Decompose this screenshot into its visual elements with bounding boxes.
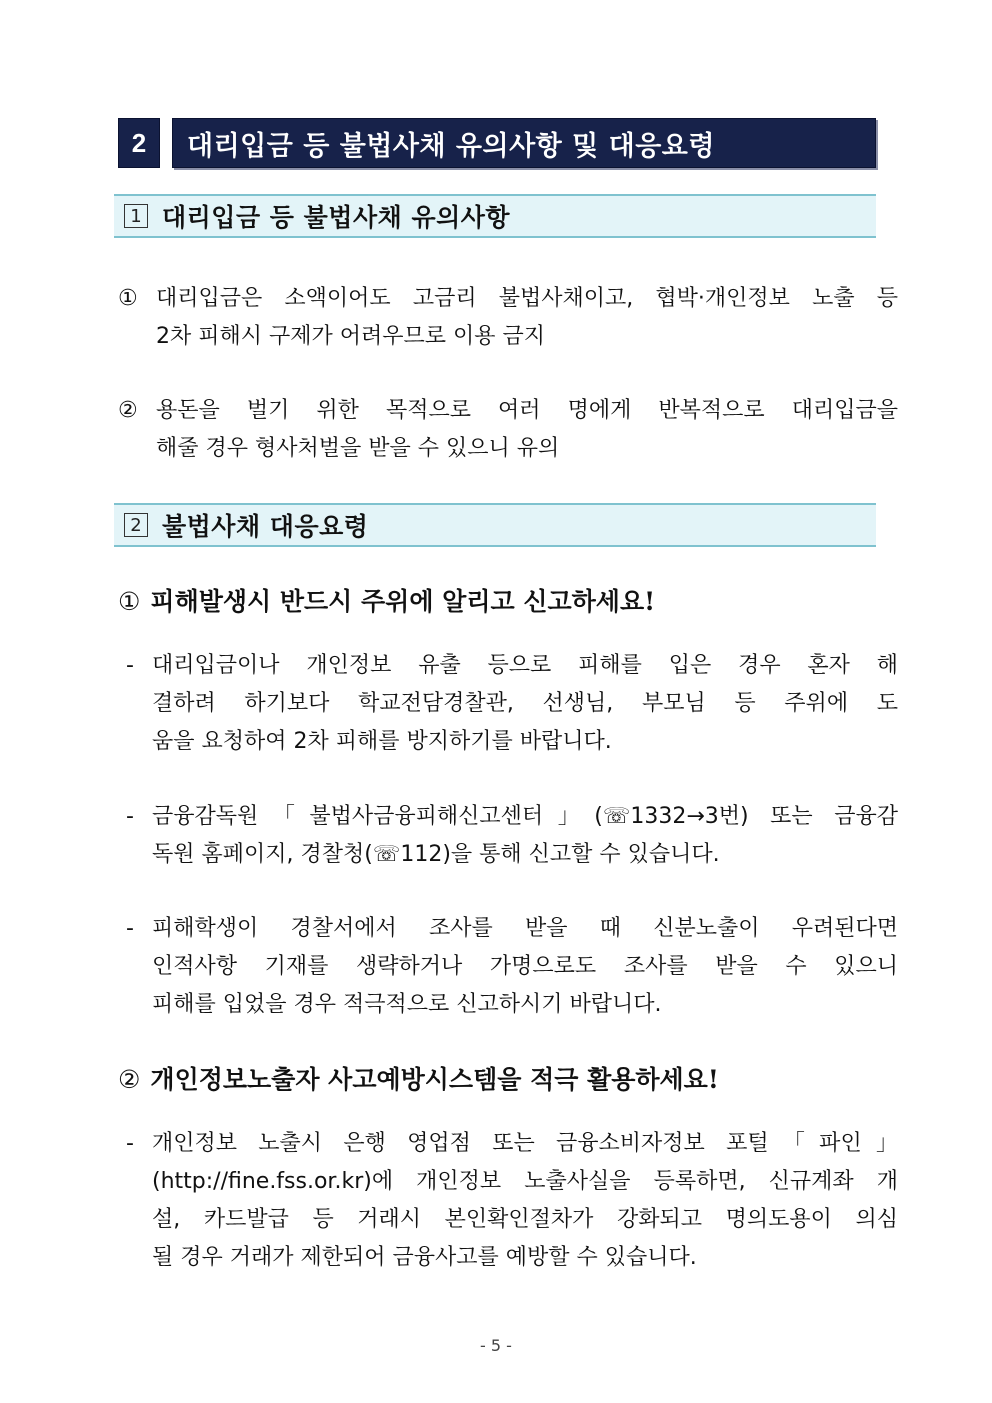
dash-paragraph xyxy=(126,647,898,761)
subsection-header-1 xyxy=(114,194,876,238)
paragraph-line: 독원 홈페이지, 경찰청(☏112)을 통해 신고할 수 있습니다. xyxy=(152,842,720,867)
item-line: 대리입금은 소액이어도 고금리 불법사채이고, 협박·개인정보 노출 등 xyxy=(156,286,898,311)
paragraph-line: 금융감독원「불법사금융피해신고센터」(☏1332→3번) 또는 금융감 xyxy=(152,804,898,829)
subsection-number-box: 2 xyxy=(124,513,148,537)
item-line: 해줄 경우 형사처벌을 받을 수 있으니 유의 xyxy=(156,436,560,461)
item-marker: ① xyxy=(118,286,138,311)
dash-marker: - xyxy=(126,916,134,941)
item-line: 용돈을 벌기 위한 목적으로 여러 명에게 반복적으로 대리입금을 xyxy=(156,398,898,423)
callout-text: 개인정보노출자 사고예방시스템을 적극 활용하세요! xyxy=(150,1065,719,1094)
dash-paragraph xyxy=(126,910,898,1024)
paragraph-line: (http://fine.fss.or.kr)에 개인정보 노출사실을 등록하면, 신규계좌 개 xyxy=(152,1169,898,1194)
dash-paragraph xyxy=(126,798,898,874)
paragraph-line: 결하려 하기보다 학교전담경찰관, 선생님, 부모님 등 주위에 도 xyxy=(152,691,898,716)
list-item xyxy=(118,392,898,468)
callout-marker: ② xyxy=(118,1065,141,1094)
dash-marker: - xyxy=(126,1131,134,1156)
subsection-title: 불법사채 대응요령 xyxy=(162,512,369,541)
section-title: 대리입금 등 불법사채 유의사항 및 대응요령 xyxy=(172,118,876,168)
page-number: - 5 - xyxy=(480,1336,512,1355)
section-header xyxy=(118,118,876,168)
subsection-number-box: 1 xyxy=(124,204,148,228)
paragraph-line: 될 경우 거래가 제한되어 금융사고를 예방할 수 있습니다. xyxy=(152,1245,697,1270)
dash-marker: - xyxy=(126,653,134,678)
section-number: 2 xyxy=(118,118,160,168)
subsection-header-2 xyxy=(114,503,876,547)
paragraph-line: 설, 카드발급 등 거래시 본인확인절차가 강화되고 명의도용이 의심 xyxy=(152,1207,898,1232)
callout-heading xyxy=(118,582,655,618)
item-marker: ② xyxy=(118,398,138,423)
list-item xyxy=(118,280,898,356)
dash-paragraph xyxy=(126,1125,898,1277)
paragraph-line: 움을 요청하여 2차 피해를 방지하기를 바랍니다. xyxy=(152,729,612,754)
subsection-title: 대리입금 등 불법사채 유의사항 xyxy=(162,203,511,232)
paragraph-line: 대리입금이나 개인정보 유출 등으로 피해를 입은 경우 혼자 해 xyxy=(152,653,898,678)
dash-marker: - xyxy=(126,804,134,829)
item-line: 2차 피해시 구제가 어려우므로 이용 금지 xyxy=(156,324,545,349)
paragraph-line: 피해를 입었을 경우 적극적으로 신고하시기 바랍니다. xyxy=(152,992,662,1017)
callout-marker: ① xyxy=(118,587,141,616)
callout-text: 피해발생시 반드시 주위에 알리고 신고하세요! xyxy=(150,587,656,616)
paragraph-line: 피해학생이 경찰서에서 조사를 받을 때 신분노출이 우려된다면 xyxy=(152,916,898,941)
callout-heading xyxy=(118,1060,719,1096)
paragraph-line: 개인정보 노출시 은행 영업점 또는 금융소비자정보 포털「파인」 xyxy=(152,1131,898,1156)
paragraph-line: 인적사항 기재를 생략하거나 가명으로도 조사를 받을 수 있으니 xyxy=(152,954,898,979)
